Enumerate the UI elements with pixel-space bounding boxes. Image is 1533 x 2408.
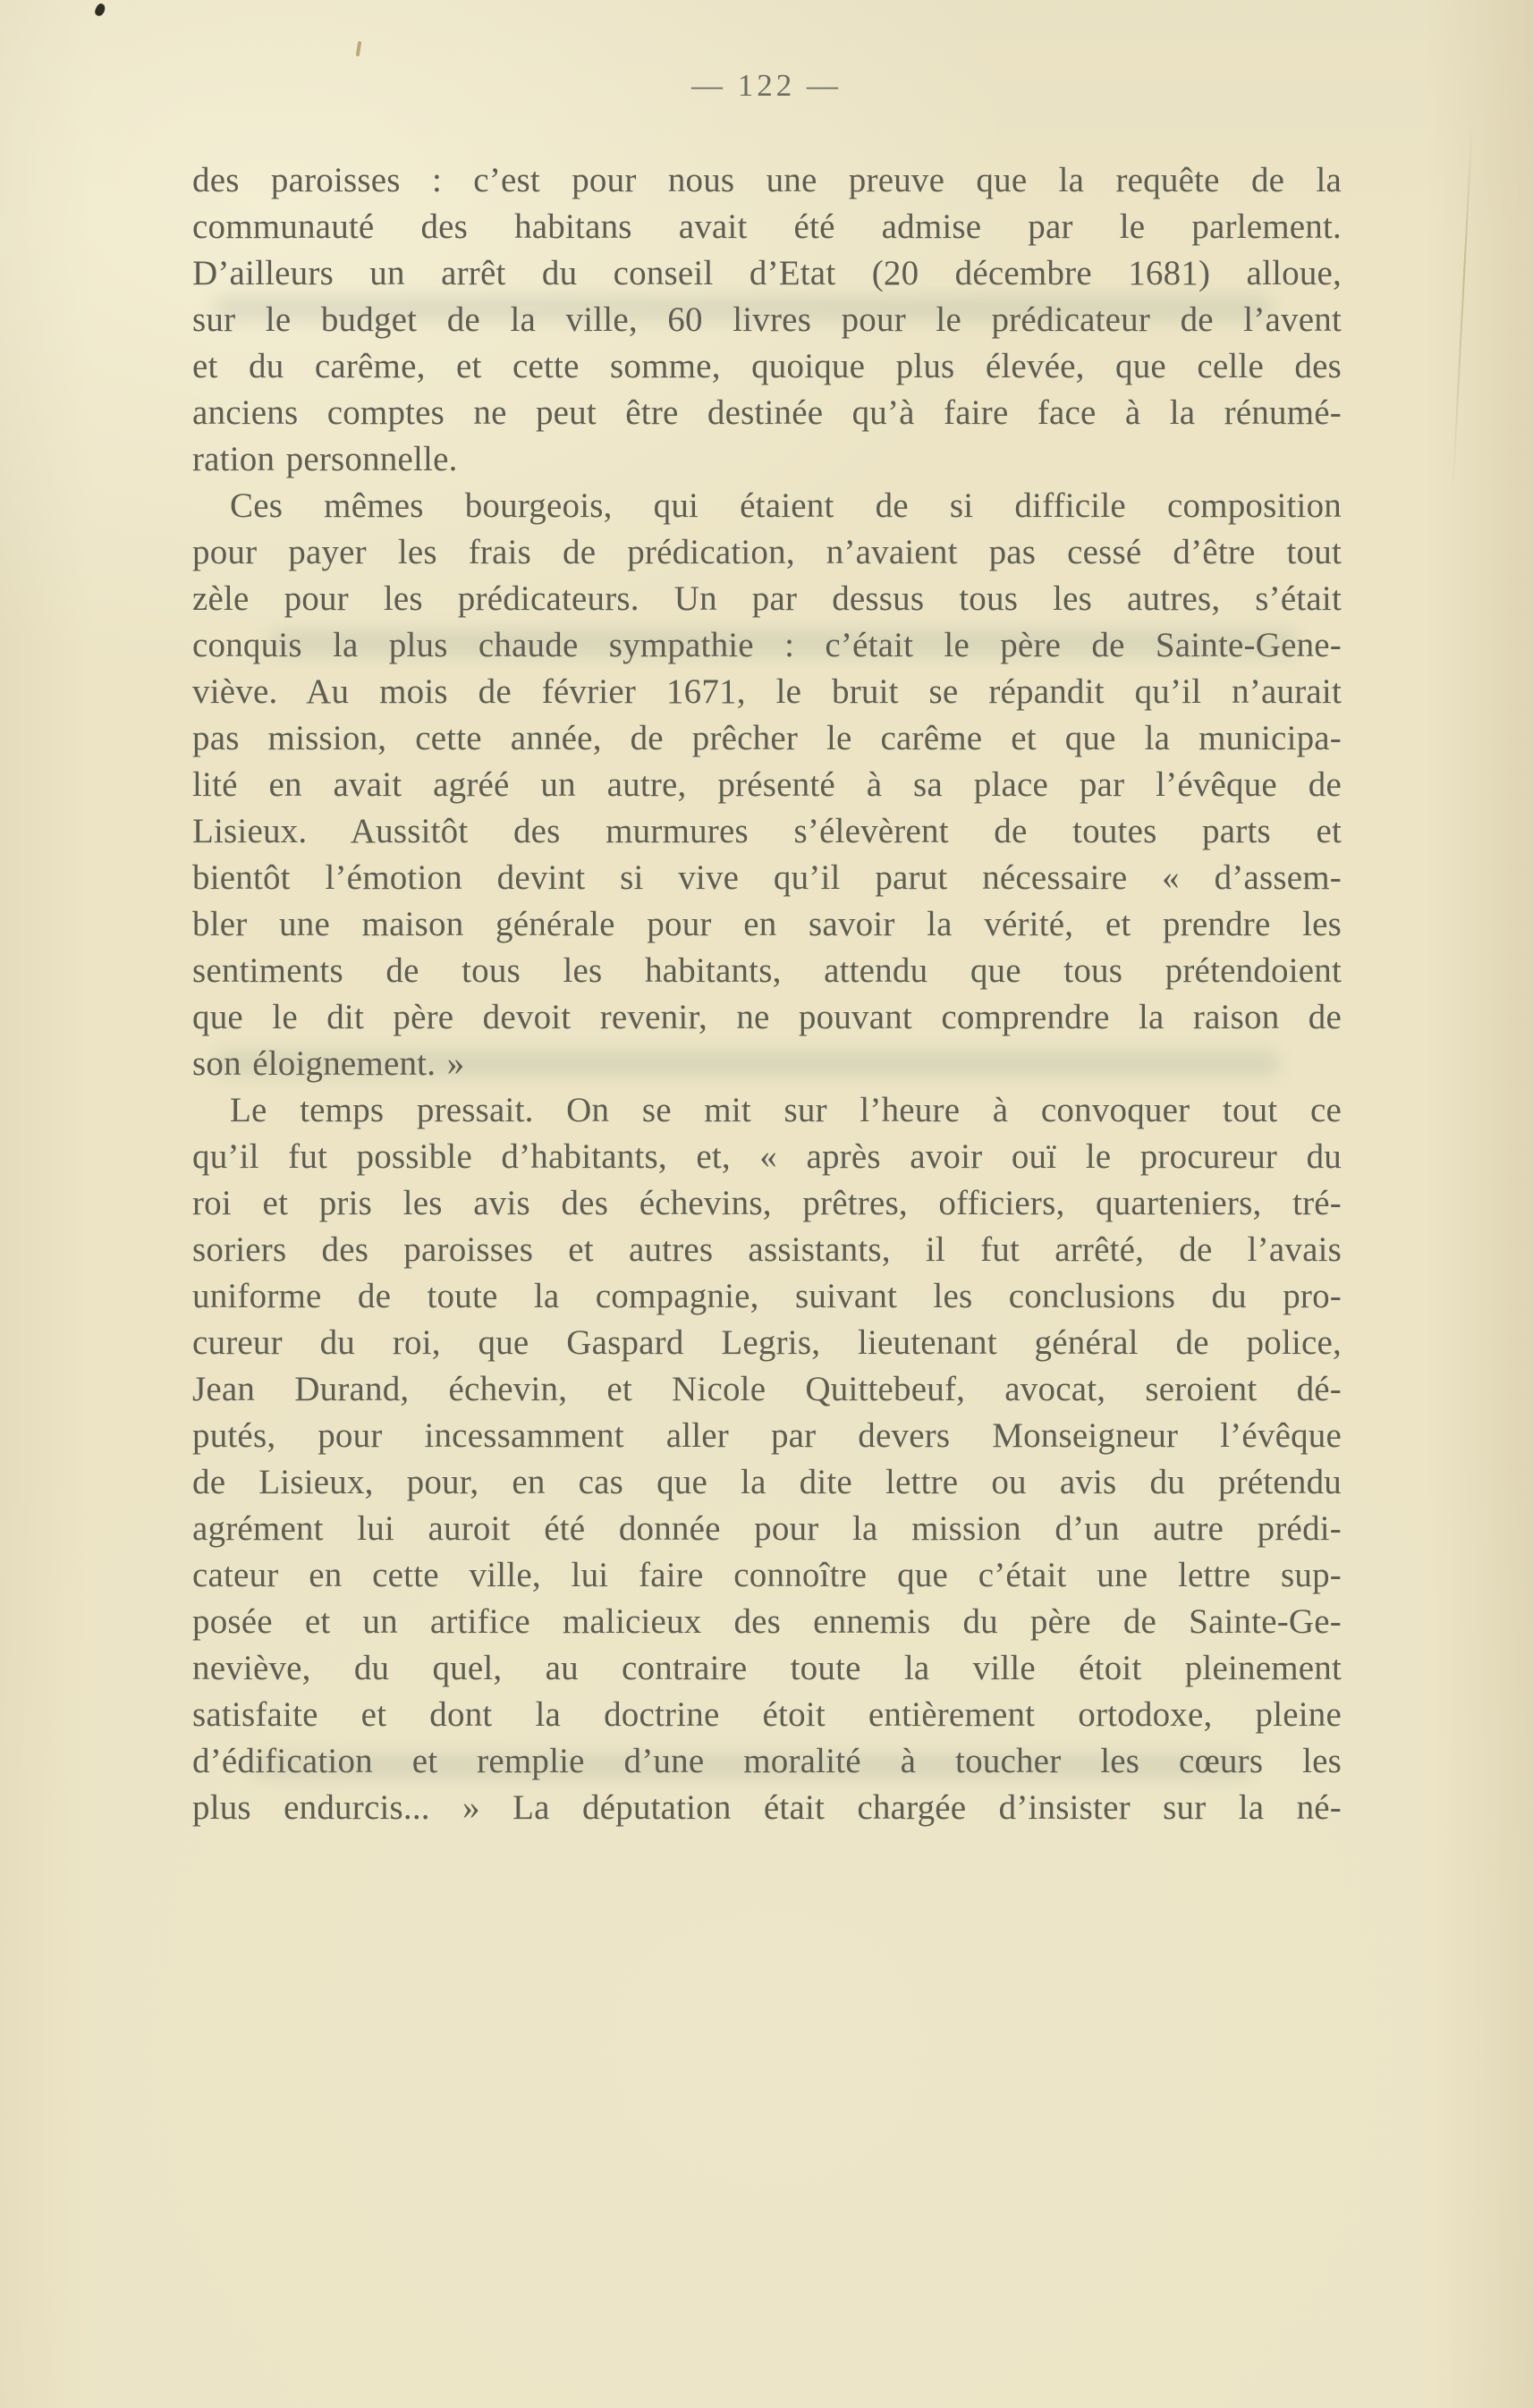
text-line: Jean Durand, échevin, et Nicole Quittebeuf, avocat, seroient dé- <box>192 1370 1342 1408</box>
text-line: d’édification et remplie d’une moralité à toucher les cœurs les <box>192 1742 1342 1780</box>
text-line: satisfaite et dont la doctrine étoit entièrement ortodoxe, pleine <box>192 1695 1342 1734</box>
paragraph <box>192 157 1342 483</box>
text-line: bler une maison générale pour en savoir la vérité, et prendre les <box>192 905 1342 943</box>
text-block <box>192 157 1342 1831</box>
text-line: viève. Au mois de février 1671, le bruit se répandit qu’il n’aurait <box>192 672 1342 711</box>
text-line: cateur en cette ville, lui faire connoître que c’était une lettre sup- <box>192 1556 1342 1594</box>
stray-mark <box>356 41 362 56</box>
text-line: lité en avait agréé un autre, présenté à sa place par l’évêque de <box>192 765 1342 804</box>
text-line: cureur du roi, que Gaspard Legris, lieutenant général de police, <box>192 1323 1342 1362</box>
text-line: communauté des habitans avait été admise par le parlement. <box>192 207 1342 246</box>
text-line: son éloignement. » <box>192 1044 465 1083</box>
text-line: posée et un artifice malicieux des ennemis du père de Sainte-Ge- <box>192 1602 1342 1641</box>
text-line: Lisieux. Aussitôt des murmures s’élevèrent de toutes parts et <box>192 812 1342 850</box>
text-line: Le temps pressait. On se mit sur l’heure à convoquer tout ce <box>230 1091 1342 1129</box>
text-line: et du carême, et cette somme, quoique plus élevée, que celle des <box>192 347 1342 385</box>
text-line: putés, pour incessamment aller par devers Monseigneur l’évêque <box>192 1416 1342 1455</box>
text-line: agrément lui auroit été donnée pour la mission d’un autre prédi- <box>192 1509 1342 1548</box>
text-line: de Lisieux, pour, en cas que la dite lettre ou avis du prétendu <box>192 1463 1342 1501</box>
text-line: qu’il fut possible d’habitants, et, « après avoir ouï le procureur du <box>192 1137 1342 1176</box>
text-line: bientôt l’émotion devint si vive qu’il parut nécessaire « d’assem- <box>192 858 1342 897</box>
text-line: roi et pris les avis des échevins, prêtres, officiers, quarteniers, tré- <box>192 1184 1342 1222</box>
text-line: Ces mêmes bourgeois, qui étaient de si difficile composition <box>230 486 1342 525</box>
paragraph <box>192 483 1342 1087</box>
text-line: neviève, du quel, au contraire toute la ville étoit pleinement <box>192 1649 1342 1687</box>
text-line: ration personnelle. <box>192 440 458 478</box>
page-number: — 122 — <box>691 68 842 103</box>
text-line: plus endurcis... » La députation était chargée d’insister sur la né- <box>192 1788 1342 1827</box>
text-line: pas mission, cette année, de prêcher le carême et que la municipa- <box>192 719 1342 757</box>
text-line: des paroisses : c’est pour nous une preuve que la requête de la <box>192 161 1342 199</box>
text-line: anciens comptes ne peut être destinée qu’à faire face à la rénumé- <box>192 393 1342 432</box>
text-line: sentiments de tous les habitants, attendu que tous prétendoient <box>192 951 1342 990</box>
text-line: sur le budget de la ville, 60 livres pour le prédicateur de l’avent <box>192 300 1342 339</box>
text-line: que le dit père devoit revenir, ne pouvant comprendre la raison de <box>192 998 1342 1036</box>
text-line: D’ailleurs un arrêt du conseil d’Etat (20 décembre 1681) alloue, <box>192 254 1342 292</box>
paragraph <box>192 1087 1342 1831</box>
text-line: conquis la plus chaude sympathie : c’était le père de Sainte-Gene- <box>192 626 1342 664</box>
text-line: zèle pour les prédicateurs. Un par dessus tous les autres, s’était <box>192 579 1342 618</box>
paper-crease <box>1452 125 1472 492</box>
text-line: pour payer les frais de prédication, n’avaient pas cessé d’être tout <box>192 533 1342 571</box>
ink-speck <box>94 3 107 18</box>
text-line: soriers des paroisses et autres assistants, il fut arrêté, de l’avais <box>192 1230 1342 1269</box>
text-line: uniforme de toute la compagnie, suivant les conclusions du pro- <box>192 1277 1342 1315</box>
